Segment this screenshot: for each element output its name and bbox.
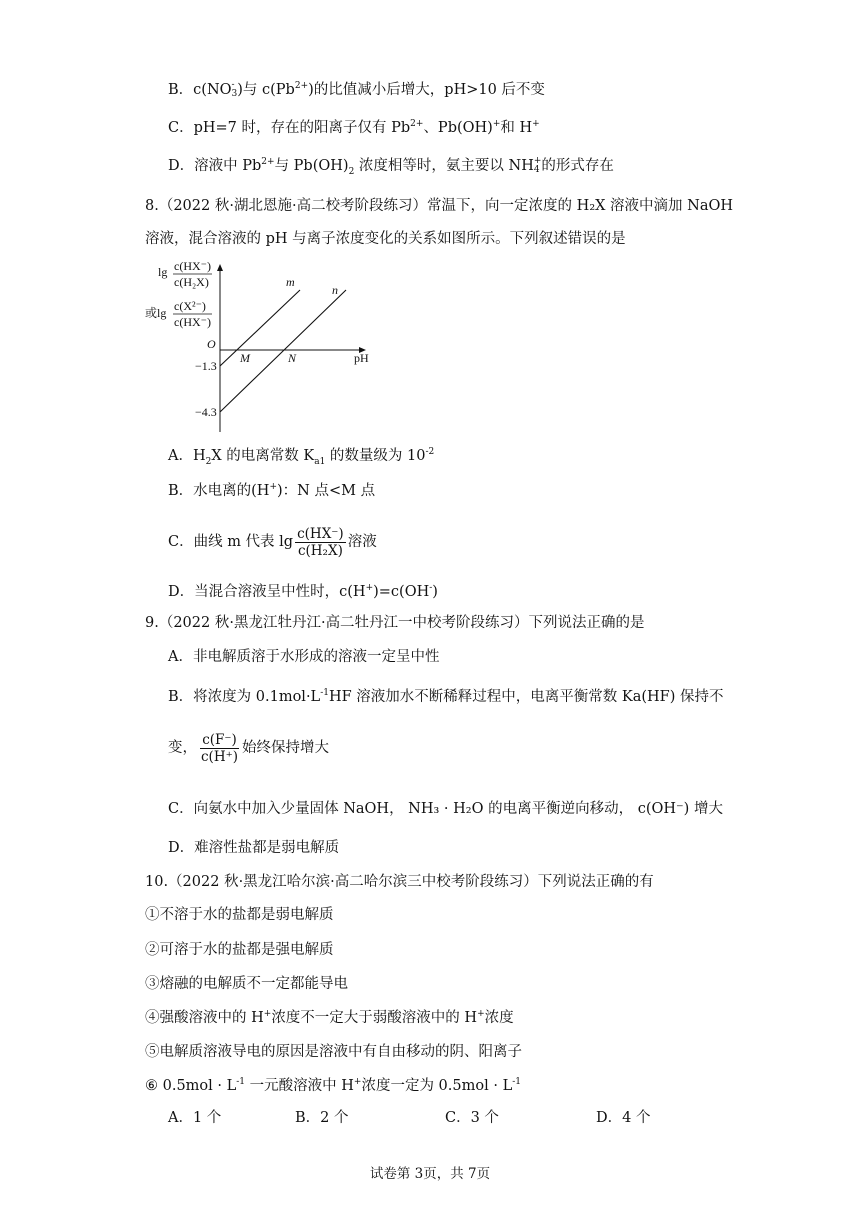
- origin-label: O: [207, 337, 216, 351]
- q9-stem: 9.（2022 秋·黑龙江牡丹江·高二牡丹江一中校考阶段练习）下列说法正确的是: [145, 615, 645, 631]
- q8-stem-line1: 8.（2022 秋·湖北恩施·高二校考阶段练习）常温下，向一定浓度的 H₂X 溶液中滴加 NaOH: [145, 198, 734, 214]
- q10-statement-4: ④强酸溶液中的 H+浓度不一定大于弱酸溶液中的 H+浓度: [145, 1009, 514, 1026]
- q9-option-b-line2: 变， $\frac{c(F^-)}{c(H^+)}$ 始终保持增大: [168, 731, 329, 765]
- q10-statement-2: ②可溶于水的盐都是强电解质: [145, 942, 334, 958]
- q9-option-b-line1: B．将浓度为 $0.1mol\cdot L^{-1}HF$ 溶液加水不断稀释过程中，电离平衡常数 Ka(HF) 保持不: [168, 688, 724, 705]
- q7-option-c: C．pH=7 时，存在的阳离子仅有 $Pb^{2+}$、Pb(OH)+和 H+: [168, 119, 540, 136]
- q8-figure: [140, 259, 375, 442]
- q8-option-c: C．曲线 m 代表 lg $\frac{c(HX^-)}{\text{c(H₂X)}}$ 溶液: [168, 525, 377, 559]
- point-label-n: N: [288, 351, 297, 365]
- svg-text:c(HX⁻): c(HX⁻): [174, 259, 211, 273]
- q7-option-d: D．溶液中 $Pb^{2+}$与 $Pb(OH)_2$ 浓度相等时，氨主要以 NH + 4 的形式存在: [168, 156, 614, 177]
- q10-statement-1: ①不溶于水的盐都是弱电解质: [145, 907, 334, 923]
- svg-text:c(H₂X): c(H₂X): [174, 275, 209, 289]
- q10-stem: 10.（2022 秋·黑龙江哈尔滨·高二哈尔滨三中校考阶段练习）下列说法正确的有: [145, 874, 654, 890]
- series-label-m: m: [286, 275, 295, 289]
- q8-option-a: A．$H_2X$ 的电离常数 $K_{a1}$ 的数量级为 $10^{-2}$: [168, 447, 435, 467]
- q8-option-b: B．水电离的(H+)：N 点<M 点: [168, 482, 376, 499]
- x-axis-label: pH: [354, 351, 369, 365]
- ylabel-1: [158, 259, 212, 289]
- q10-statement-3: ③熔融的电解质不一定都能导电: [145, 976, 348, 992]
- svg-text:lg: lg: [158, 265, 168, 279]
- ylabel-2: [145, 299, 212, 329]
- tick-label-2: −4.3: [195, 405, 217, 419]
- tick-label-1: −1.3: [195, 359, 217, 373]
- q10-statement-6: ⑥ $0.5mol \cdot L^{-1}$ 一元酸溶液中 H+浓度一定为 $0.5mol \cdot L^{-1}$: [145, 1077, 521, 1094]
- q9-option-c: C．向氨水中加入少量固体 NaOH， NH₃ · H₂O 的电离平衡逆向移动， c(OH⁻) 增大: [168, 801, 723, 817]
- page-footer: 试卷第 3页，共 7页: [369, 1166, 491, 1182]
- y-axis-arrow: [217, 264, 223, 271]
- q10-choice-d: D．4 个: [596, 1110, 651, 1126]
- q9-option-a: A．非电解质溶于水形成的溶液一定呈中性: [168, 649, 440, 665]
- q9-option-d: D．难溶性盐都是弱电解质: [168, 840, 340, 856]
- svg-text:c(HX⁻): c(HX⁻): [174, 315, 211, 329]
- svg-text:或lg: 或lg: [145, 306, 167, 320]
- series-line-n: [220, 290, 346, 412]
- q10-choice-a: A．1 个: [168, 1110, 222, 1126]
- q7-option-b: B．c(NO - 3 )与 $c(Pb^{2+})$的比值减小后增大，pH>10 后不变: [168, 80, 545, 99]
- series-label-n: n: [332, 283, 338, 297]
- q10-choice-b: B．2 个: [295, 1110, 349, 1126]
- point-label-m: M: [240, 351, 250, 365]
- svg-text:c(X²⁻): c(X²⁻): [174, 299, 206, 313]
- q10-choice-c: C．3 个: [445, 1110, 499, 1126]
- q10-statement-5: ⑤电解质溶液导电的原因是溶液中有自由移动的阴、阳离子: [145, 1044, 522, 1060]
- q8-option-d: D．当混合溶液呈中性时，c(H+)=c(OH-): [168, 583, 438, 600]
- q8-stem-line2: 溶液，混合溶液的 pH 与离子浓度变化的关系如图所示。下列叙述错误的是: [145, 231, 626, 247]
